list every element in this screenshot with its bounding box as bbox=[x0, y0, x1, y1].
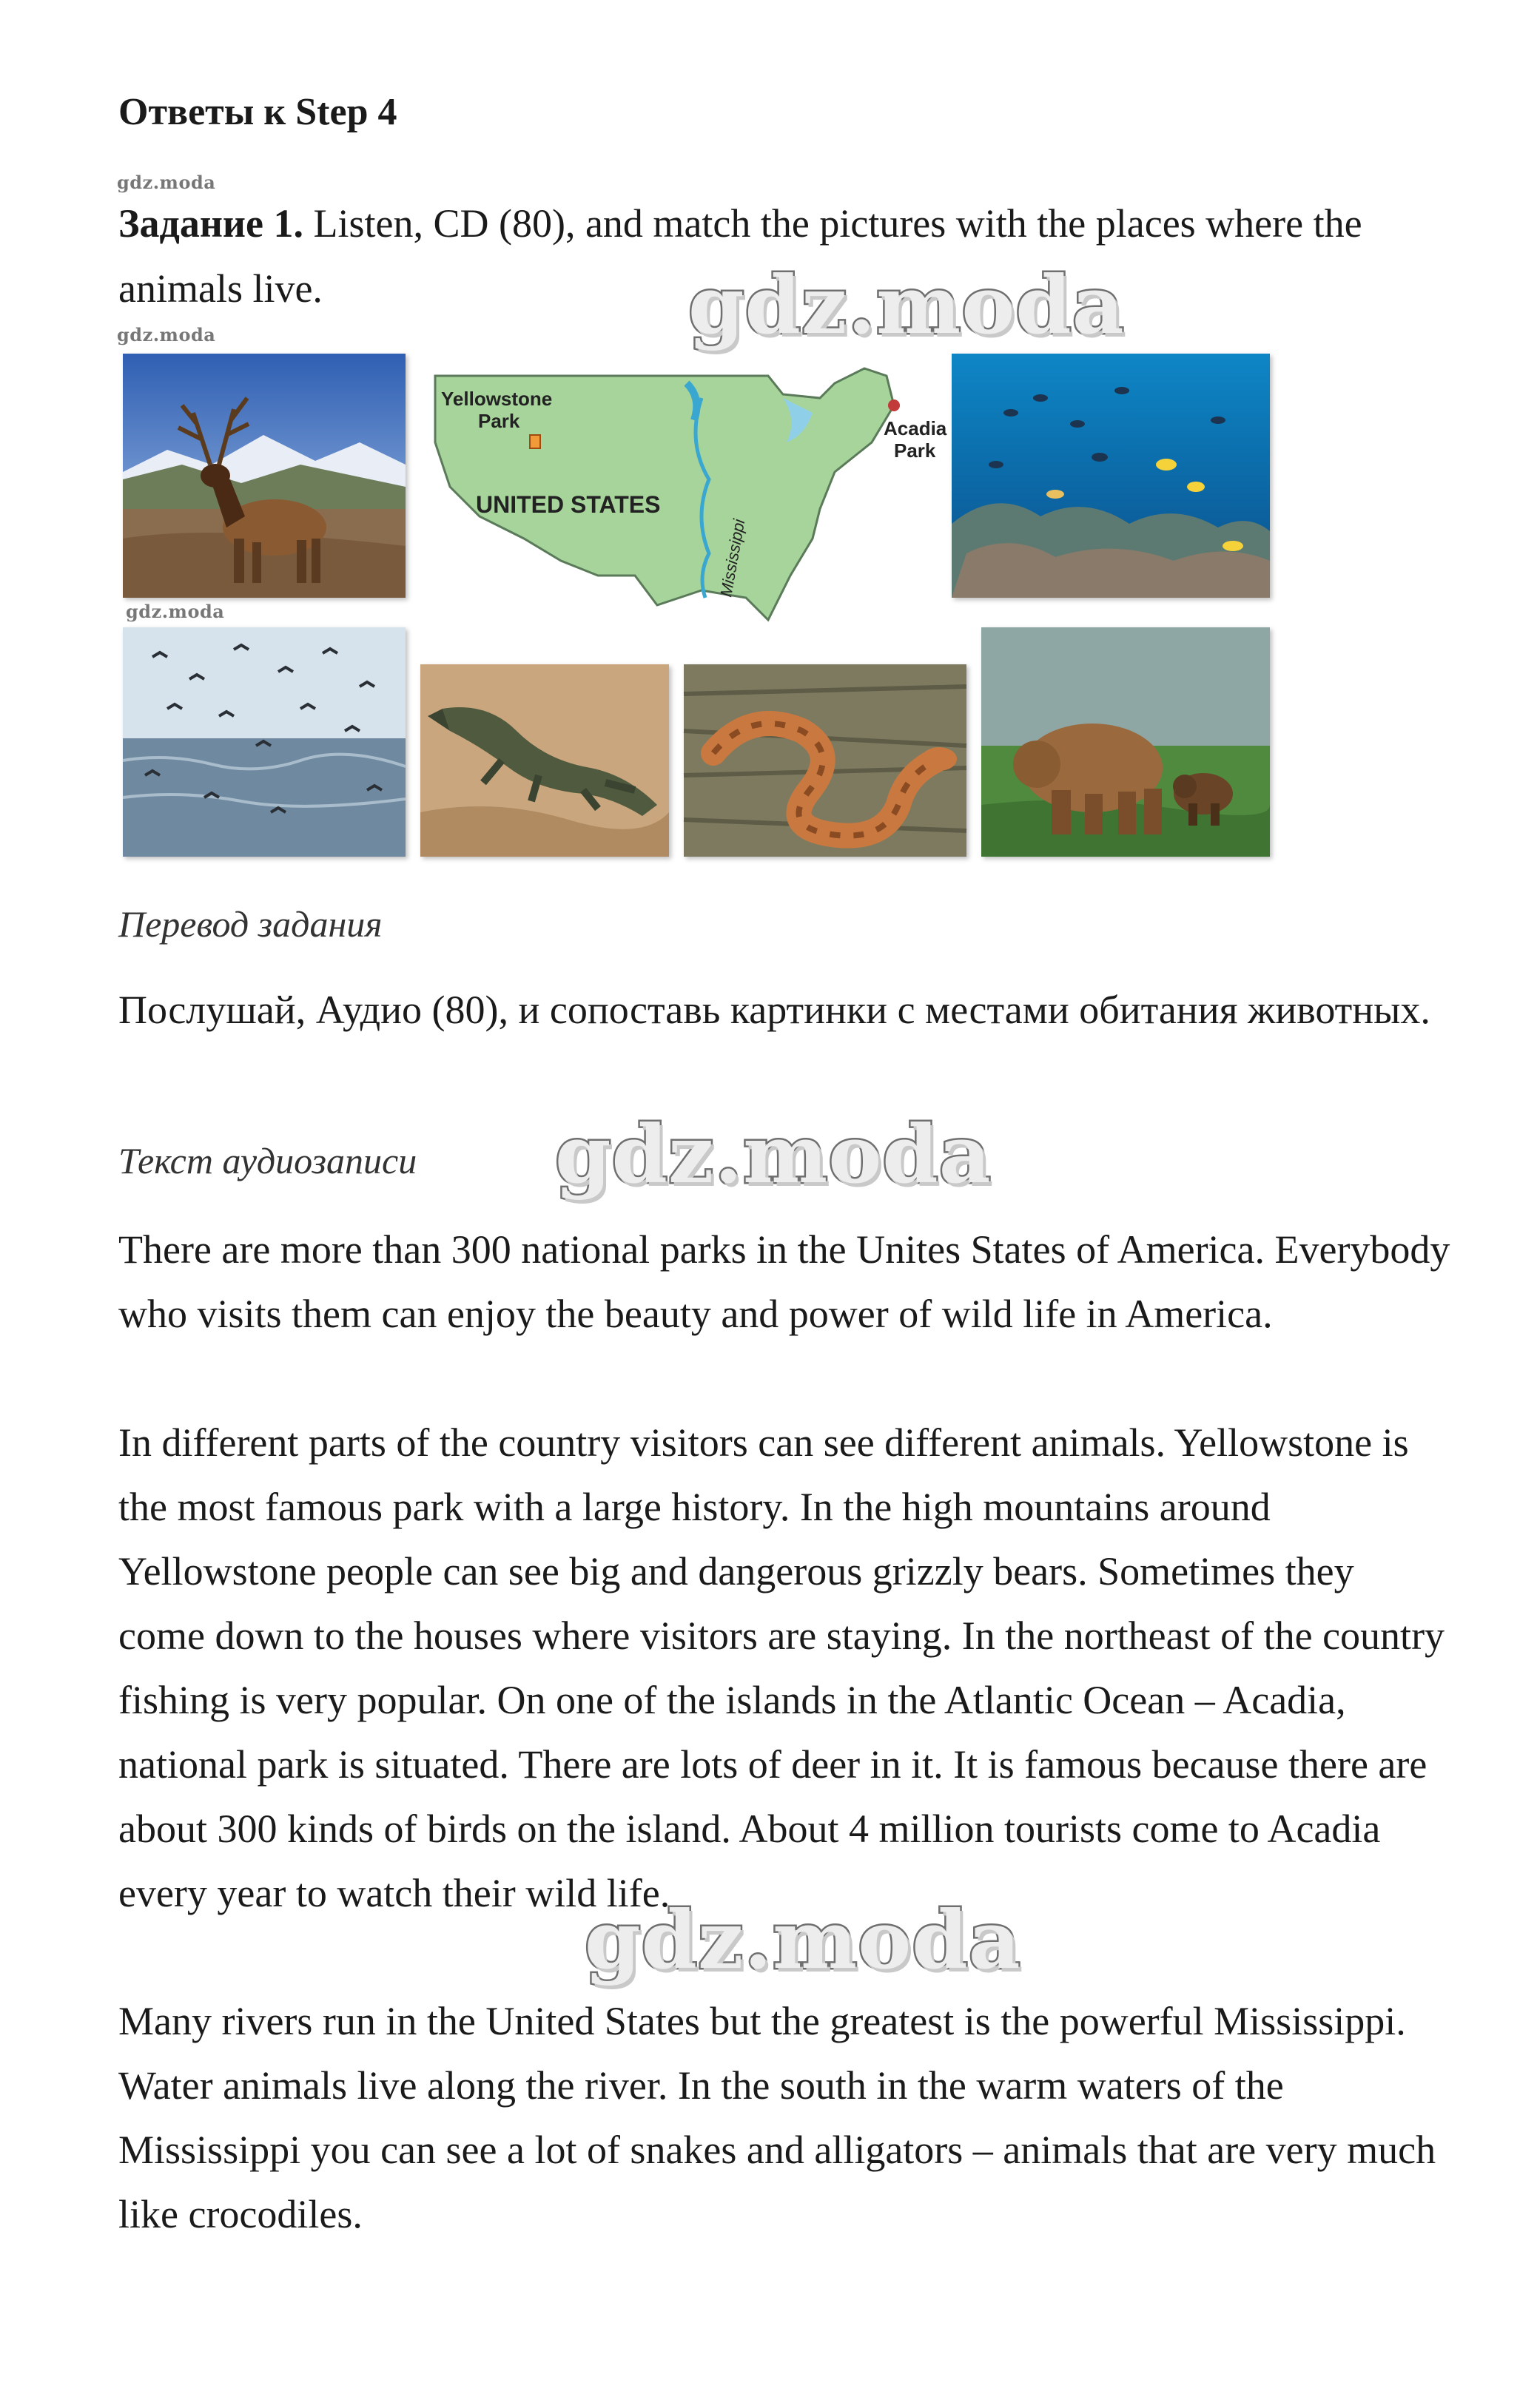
map-label-yellowstone: Yellowstone bbox=[441, 388, 553, 410]
page-title: Ответы к Step 4 bbox=[118, 91, 397, 133]
alligator-photo bbox=[420, 664, 669, 857]
elk-photo bbox=[123, 354, 406, 598]
task-instruction: Listen, CD (80), and match the pictures with the places where the animals live. bbox=[118, 201, 1362, 311]
reef-fish-photo bbox=[952, 354, 1270, 598]
map-label-yellowstone-park: Park bbox=[478, 410, 520, 432]
seabirds-photo bbox=[123, 627, 406, 857]
snake-photo bbox=[684, 664, 966, 857]
map-label-country: UNITED STATES bbox=[476, 491, 661, 518]
audio-label: Текст аудиозаписи bbox=[118, 1140, 417, 1181]
audio-paragraph-3: Many rivers run in the United States but the greatest is the powerful Mississippi. Water animals live along the river. In the south in the warm waters of the Mississippi you can see a lot of snakes and alligators – animals that are very much like crocodiles. bbox=[118, 1999, 1436, 2236]
task-label: Задание 1. bbox=[118, 201, 304, 246]
usa-map bbox=[420, 354, 947, 644]
watermark-small: gdz.moda bbox=[117, 172, 216, 193]
watermark-small: gdz.moda bbox=[126, 601, 225, 622]
map-label-acadia: Acadia bbox=[884, 417, 947, 439]
translation-label: Перевод задания bbox=[118, 903, 383, 945]
audio-paragraph-2: In different parts of the country visitors can see different animals. Yellowstone is the most famous park with a large history. In the high mountains around Yellowstone people can see big and dangerous grizzly bears. Sometimes they come down to the houses where visitors are staying. In the northeast of the country fishing is very popular. On one of the islands in the Atlantic Ocean – Acadia, national park is situated. There are lots of deer in it. It is famous because there are about 300 kinds of birds on the island. About 4 million tourists come to Acadia every year to watch their wild life. bbox=[118, 1420, 1445, 1915]
watermark-small: gdz.moda bbox=[117, 324, 216, 345]
translation-text: Послушай, Аудио (80), и сопоставь картинки с местами обитания животных. bbox=[118, 988, 1430, 1032]
watermark-big: gdz.moda bbox=[688, 259, 1125, 352]
audio-paragraph-1: There are more than 300 national parks in the Unites States of America. Everybody who visits them can enjoy the beauty and power of wild life in America. bbox=[118, 1227, 1450, 1336]
watermark-big: gdz.moda bbox=[555, 1108, 992, 1201]
grizzly-bears-photo bbox=[981, 627, 1270, 857]
map-label-river: Mississippi bbox=[716, 517, 749, 598]
watermark-big: gdz.moda bbox=[585, 1894, 1021, 1987]
map-label-acadia-park: Park bbox=[894, 439, 936, 462]
